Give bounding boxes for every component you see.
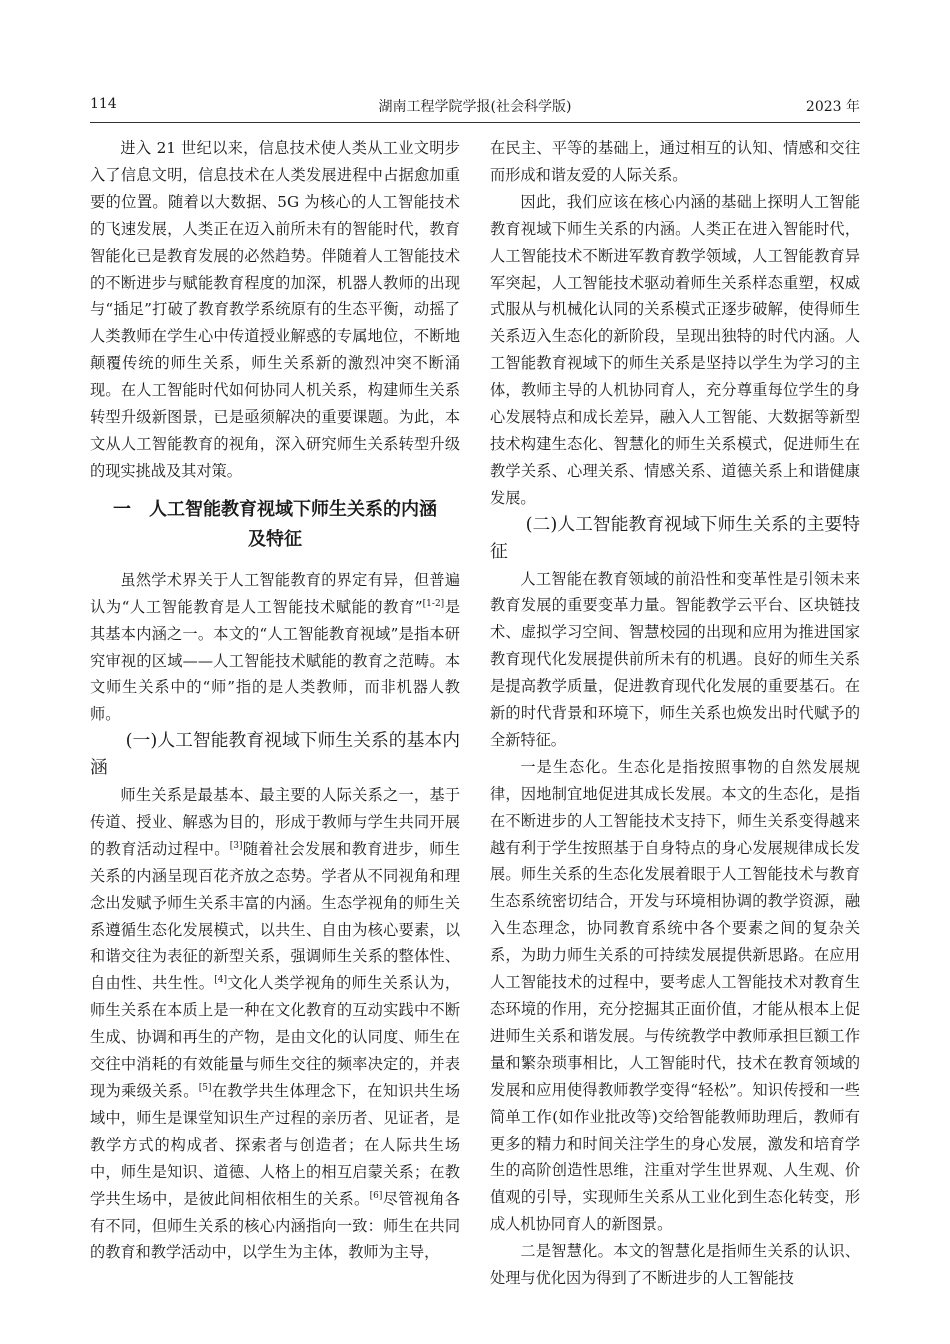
right-column <box>490 135 860 1292</box>
ecological-paragraph: 一是生态化。生态化是指按照事物的自然发展规律，因地制宜地促进其成长发展。本文的生态化，是指在不断进步的人工智能技术支持下，师生关系变得越来越有利于学生按照基于自身特点的身心发展规律成长发展。师生关系的生态化发展着眼于人工智能技术与教育生态系统密切结合，开发与环境相协调的教学资源，融入生态理念，协同教育系统中各个要素之间的复杂关系，为助力师生关系的可持续发展提供新思路。在应用人工智能技术的过程中，要考虑人工智能技术对教育生态环境的作用，充分挖掘其正面价值，才能从根本上促进师生关系和谐发展。与传统教学中教师承担巨额工作量和繁杂琐事相比，人工智能时代，技术在教育领域的发展和应用使得教师教学变得“轻松”。知识传授和一些简单工作(如作业批改等)交给智能教师助理后，教师有更多的精力和时间关注学生的身心发展，激发和培育学生的高阶创造性思维，注重对学生世界观、人生观、价值观的引导，实现师生关系从工业化到生态化转变，形成人机协同育人的新图景。 <box>490 757 860 1234</box>
intelligent-paragraph: 二是智慧化。本文的智慧化是指师生关系的认识、处理与优化因为得到了不断进步的人工智能技 <box>490 1242 860 1288</box>
text-span: 是其基本内涵之一。本文的“人工智能教育视域”是指本研究审视的区域——人工智能技术赋能的教育之范畴。本文师生关系中的“师”指的是人类教师，而非机器人教师。 <box>90 597 461 724</box>
text-span: 师生关系是最基本、最主要的人际关系之一，基于传道、授业、解惑为目的，形成于教师与学生共同开展的教育活动过程中。 <box>90 786 460 858</box>
subheading-main-features: (二)人工智能教育视域下师生关系的主要特征 <box>490 513 860 562</box>
subheading-basic-connotation: (一)人工智能教育视域下师生关系的基本内涵 <box>90 730 460 779</box>
left-column <box>90 135 460 1266</box>
connotation-paragraph <box>90 782 460 1266</box>
publication-year: 2023 年 <box>805 99 860 115</box>
definition-paragraph <box>90 567 460 728</box>
citation: [1-2] <box>422 598 445 609</box>
text-span: 随着社会发展和教育进步，师生关系的内涵呈现百花齐放之态势。学者从不同视角和理念出发赋予师生关系丰富的内涵。生态学视角的师生关系遵循生态化发展模式，以共生、自由为核心要素，以和谐交往为表征的新型关系，强调师生关系的整体性、自由性、共生性。 <box>90 839 461 993</box>
header-rule <box>90 122 860 123</box>
text-span: 文化人类学视角的师生关系认为，师生关系在本质上是一种在文化教育的互动实践中不断生成、协调和再生的产物，是由文化的认同度、师生在交往中消耗的有效能量与师生交往的频率决定的，并表现为乘级关系。 <box>90 974 461 1100</box>
journal-title: 湖南工程学院学报(社会科学版) <box>378 99 572 115</box>
page-header <box>90 96 860 118</box>
section-heading <box>90 495 460 555</box>
intro-paragraph: 进入 21 世纪以来，信息技术使人类从工业文明步入了信息文明，信息技术在人类发展进程中占据愈加重要的位置。随着以大数据、5G 为核心的人工智能技术的飞速发展，人类正在迈入前所未有的智能时代，教育智能化已是教育发展的必然趋势。伴随着人工智能技术的不断进步与赋能教育程度的加深，机器人教师的出现与“插足”打破了教育教学系统原有的生态平衡，动摇了人类教师在学生心中传道授业解惑的专属地位，不断地颠覆传统的师生关系，师生关系新的激烈冲突不断涌现。在人工智能时代如何协同人机关系，构建师生关系转型升级新图景，已是亟须解决的重要课题。为此，本文从人工智能教育的视角，深入研究师生关系转型升级的现实挑战及其对策。 <box>90 139 460 480</box>
continued-paragraph: 在民主、平等的基础上，通过相互的认知、情感和交往而形成和谐友爱的人际关系。 <box>490 139 860 184</box>
text-span: 虽然学术界关于人工智能教育的界定有异，但普遍认为“人工智能教育是人工智能技术赋能的教育” <box>90 570 460 616</box>
text-span: 尽管视角各有不同，但师生关系的核心内涵指向一致：师生在共同的教育和教学活动中，以学生为主体，教师为主导， <box>90 1189 461 1262</box>
connotation-summary-paragraph: 因此，我们应该在核心内涵的基础上探明人工智能教育视域下师生关系的内涵。人类正在进入智能时代，人工智能技术不断进军教育教学领域，人工智能教育异军突起，人工智能技术驱动着师生关系样态重塑，权威式服从与机械化认同的关系模式正逐步破解，使得师生关系迈入生态化的新阶段，呈现出独特的时代内涵。人工智能教育视域下的师生关系是坚持以学生为学习的主体，教师主导的人机协同育人，充分尊重每位学生的身心发展特点和成长差异，融入人工智能、大数据等新型技术构建生态化、智慧化的师生关系模式，促进师生在教学关系、心理关系、情感关系、道德关系上和谐健康发展。 <box>490 192 860 507</box>
page-number: 114 <box>90 96 117 112</box>
features-intro-paragraph: 人工智能在教育领域的前沿性和变革性是引领未来教育发展的重要变革力量。智能教学云平台、区块链技术、虚拟学习空间、智慧校园的出现和应用为推进国家教育现代化发展提供前所未有的机遇。良好的师生关系是提高教学质量，促进教育现代化发展的重要基石。在新的时代背景和环境下，师生关系也焕发出时代赋予的全新特征。 <box>490 569 860 749</box>
text-span: 在教学共生体理念下，在知识共生场域中，师生是课堂知识生产过程的亲历者、见证者，是教学方式的构成者、探索者与创造者；在人际共生场中，师生是知识、道德、人格上的相互启蒙关系；在教学共生场中，是彼此间相依相生的关系。 <box>90 1082 461 1208</box>
citation: [3] <box>229 840 243 851</box>
citation: [5] <box>198 1082 212 1093</box>
citation: [4] <box>214 975 228 986</box>
citation: [6] <box>369 1190 383 1201</box>
section-heading-line1: 一 人工智能教育视域下师生关系的内涵 <box>113 498 437 520</box>
section-heading-line2: 及特征 <box>248 528 302 550</box>
